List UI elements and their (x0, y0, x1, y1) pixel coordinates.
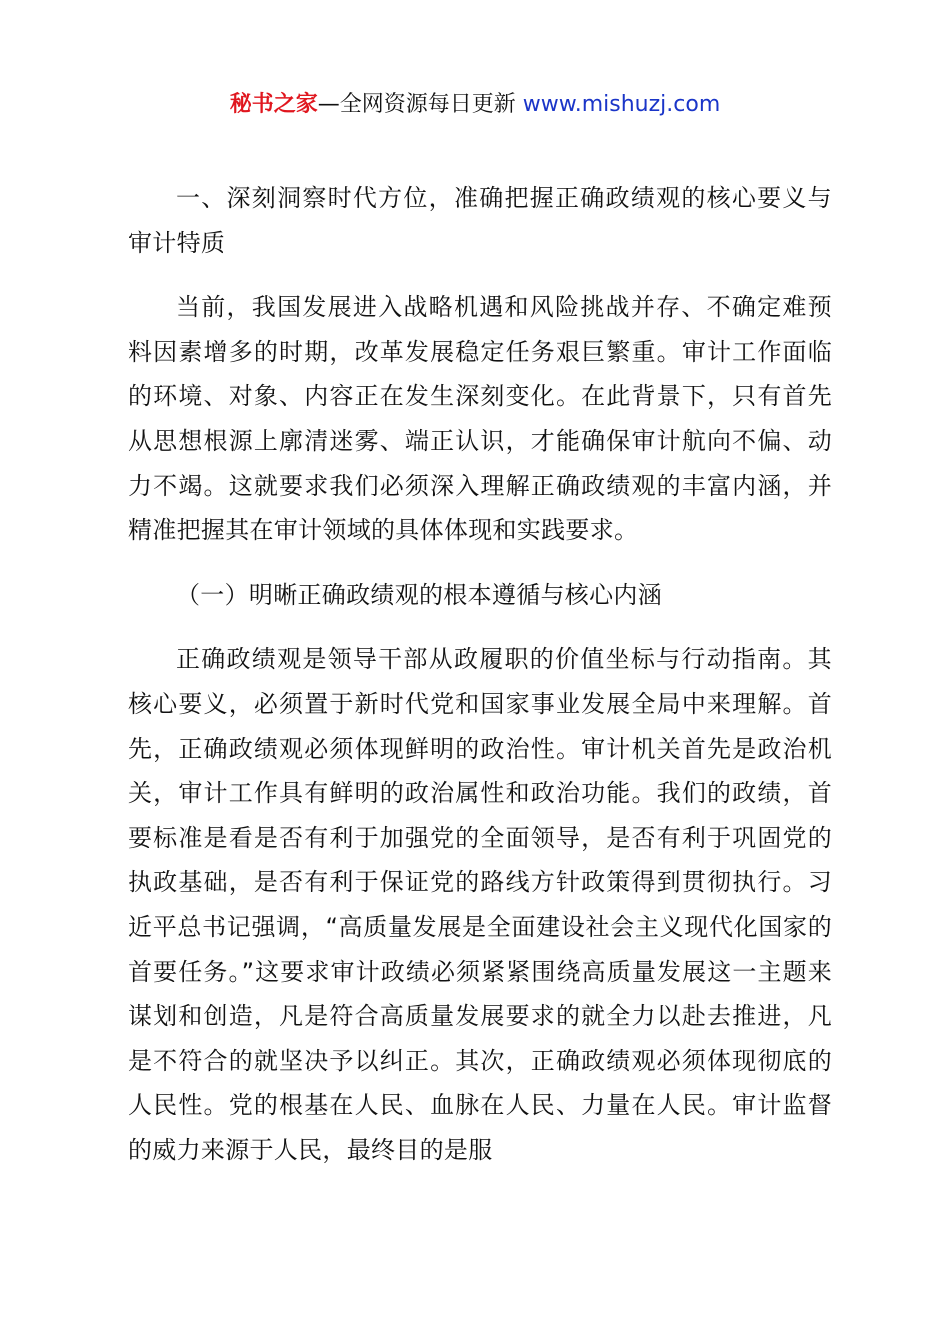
document-body (128, 176, 832, 1172)
section-heading: 一、深刻洞察时代方位，准确把握正确政绩观的核心要义与审计特质 (128, 184, 832, 257)
subsection-heading: （一）明晰正确政绩观的根本遵循与核心内涵 (176, 580, 662, 609)
website-link[interactable]: www.mishuzj.com (522, 92, 721, 117)
page-header (0, 88, 950, 122)
body-paragraph: 正确政绩观是领导干部从政履职的价值坐标与行动指南。其核心要义，必须置于新时代党和国家事业发展全局中来理解。首先，正确政绩观必须体现鲜明的政治性。审计机关首先是政治机关，审计工作具有鲜明的政治属性和政治功能。我们的政绩，首要标准是看是否有利于加强党的全面领导，是否有利于巩固党的执政基础，是否有利于保证党的路线方针政策得到贯彻执行。习近平总书记强调，“高质量发展是全面建设社会主义现代化国家的首要任务。”这要求审计政绩必须紧紧围绕高质量发展这一主题来谋划和创造，凡是符合高质量发展要求的就全力以赴去推进，凡是不符合的就坚决予以纠正。其次，正确政绩观必须体现彻底的人民性。党的根基在人民、血脉在人民、力量在人民。审计监督的威力来源于人民，最终目的是服 (128, 645, 832, 1164)
brand-name: 秘书之家 (229, 92, 318, 117)
body-paragraph: 当前，我国发展进入战略机遇和风险挑战并存、不确定难预料因素增多的时期，改革发展稳定任务艰巨繁重。审计工作面临的环境、对象、内容正在发生深刻变化。在此背景下，只有首先从思想根源上廓清迷雾、端正认识，才能确保审计航向不偏、动力不竭。这就要求我们必须深入理解正确政绩观的丰富内涵，并精准把握其在审计领域的具体体现和实践要求。 (128, 293, 832, 545)
header-tagline: —全网资源每日更新 (317, 92, 523, 117)
